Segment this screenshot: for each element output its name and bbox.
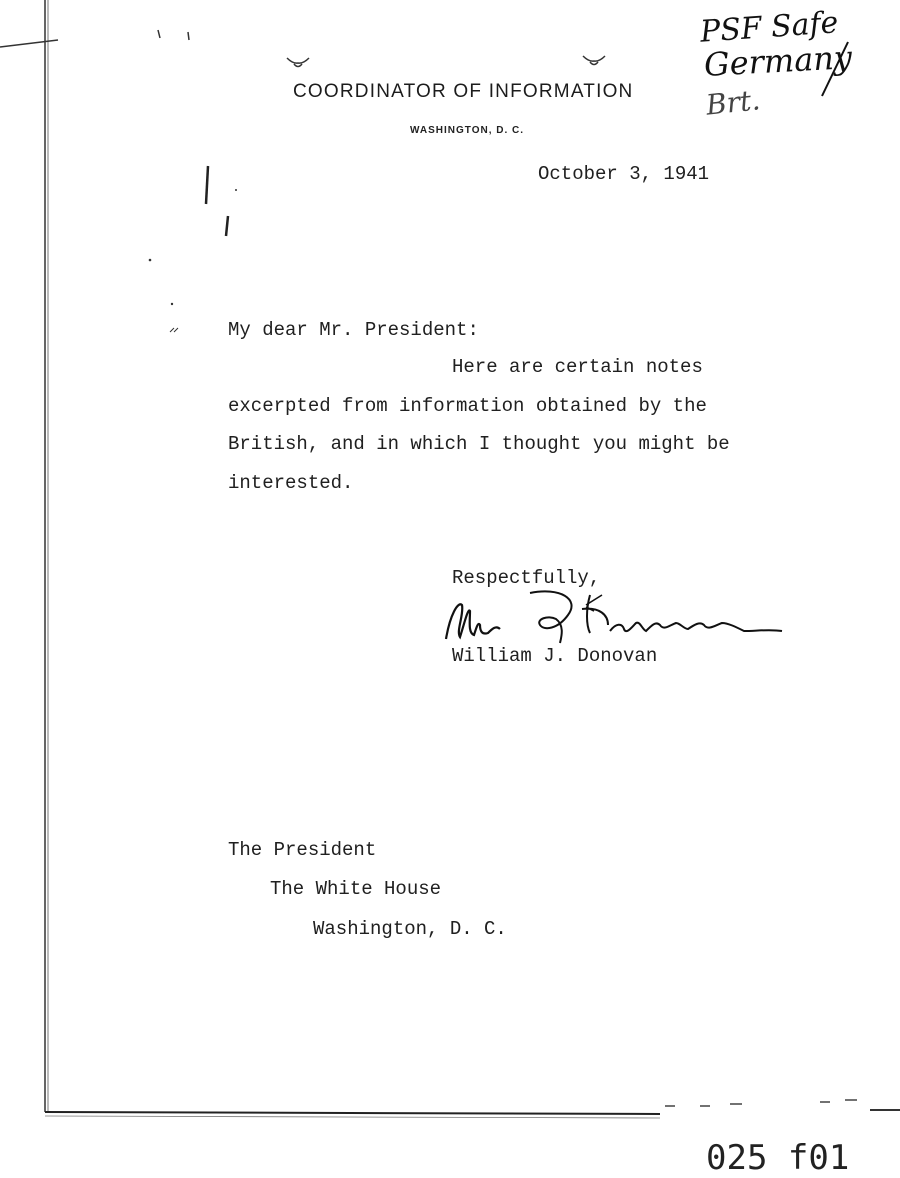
letterhead-location: WASHINGTON, D. C.: [410, 125, 525, 136]
margin-bracket-marks: [140, 160, 200, 480]
letter-body-line: interested.: [228, 472, 354, 494]
handwritten-note-psf-safe: PSF Safe: [698, 5, 840, 50]
handwritten-note-germany: Germany: [703, 38, 853, 84]
eagle-ornament-right-icon: [582, 53, 606, 69]
addressee-line: Washington, D. C.: [313, 918, 507, 940]
letter-date: October 3, 1941: [538, 163, 710, 185]
handwritten-initials: Brt.: [704, 83, 762, 122]
letterhead-title: COORDINATOR OF INFORMATION: [293, 81, 634, 102]
letter-closing: Respectfully,: [452, 567, 601, 589]
letter-body-line: British, and in which I thought you might be: [228, 433, 730, 455]
addressee-line: The President: [228, 839, 377, 861]
letter-body-line: Here are certain notes: [452, 356, 703, 378]
letter-salutation: My dear Mr. President:: [228, 319, 479, 341]
footer-file-number: 025 f01: [706, 1138, 850, 1178]
letter-body-line: excerpted from information obtained by the: [228, 395, 707, 417]
addressee-line: The White House: [270, 878, 442, 900]
eagle-ornament-left-icon: [286, 55, 310, 71]
letter-signer-name: William J. Donovan: [452, 645, 658, 667]
handwritten-stroke-mark: [818, 40, 858, 100]
